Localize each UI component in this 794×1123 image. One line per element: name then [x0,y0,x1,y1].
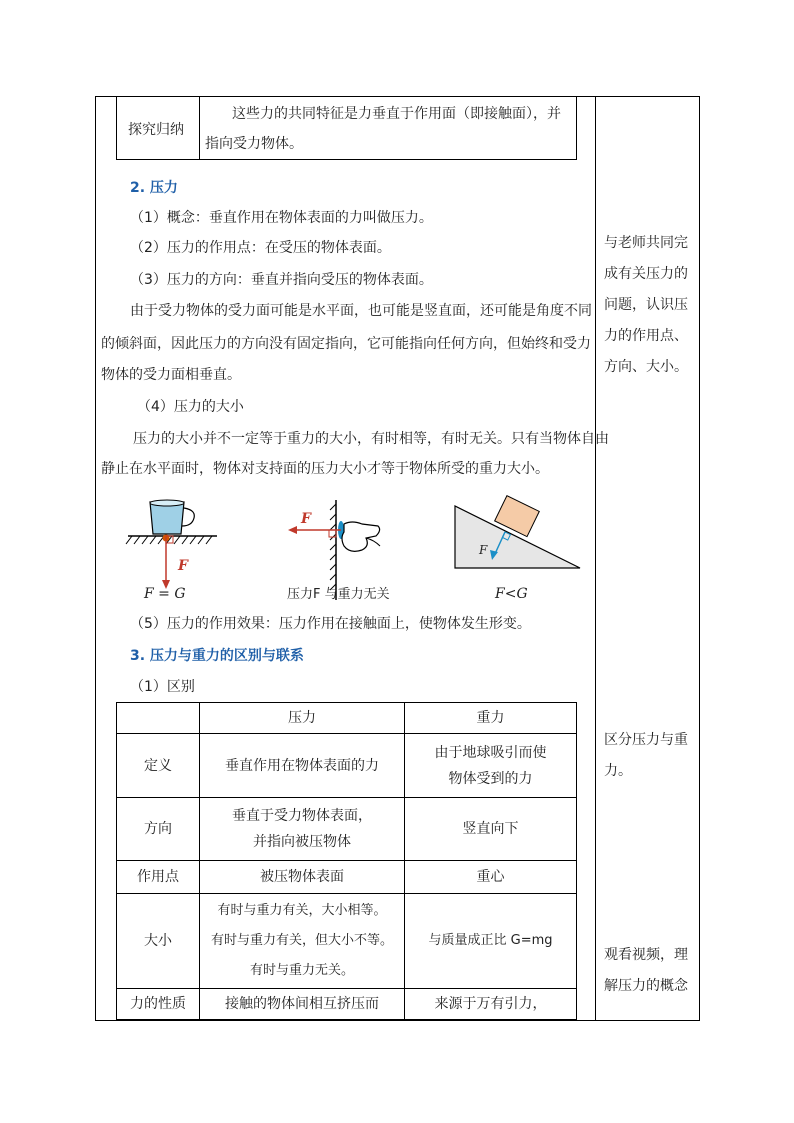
cell-line: 接触的物体间相互挤压而 [225,996,379,1012]
table-cell-pressure [200,989,404,1019]
figure3-force-label: F [479,543,488,557]
cell-line: 物体受到的力 [448,770,533,787]
side-note-line: 力。 [604,763,632,779]
side-note-line: 方向、大小。 [604,359,688,375]
cell-line: 由于地球吸引而使 [434,744,547,761]
figure-cup-on-table [126,500,217,589]
table-row-label: 力的性质 [130,996,186,1012]
table-header-blank [117,703,199,733]
summary-text-line2: 指向受力物体。 [205,136,303,152]
pressure-figures [100,490,595,610]
summary-label: 探究归纳 [128,122,184,138]
figure2-force-label: F [301,511,311,527]
table-cell-gravity [405,989,576,1019]
side-note-line: 力的作用点、 [604,328,688,344]
figure-block-on-incline [455,496,580,568]
section2-item2: （2）压力的作用点：在受压的物体表面。 [130,240,391,256]
table-row-label: 定义 [144,757,172,774]
side-note-3 [604,940,694,1002]
section2-para1-line2: 的倾斜面，因此压力的方向没有固定指向，它可能指向任何方向，但始终和受力 [101,336,591,352]
section2-para2-line1: 压力的大小并不一定等于重力的大小，有时相等，有时无关。只有当物体自由 [133,431,609,447]
side-note-line: 观看视频，理 [604,947,688,963]
table-cell-pressure [200,798,404,860]
side-note-line: 成有关压力的 [604,266,688,282]
section3-heading: 3. 压力与重力的区别与联系 [130,648,304,664]
table-cell-pressure [200,734,404,797]
cell-line: 并指向被压物体 [253,834,351,850]
section2-item5: （5）压力的作用效果：压力作用在接触面上，使物体发生形变。 [130,616,531,632]
cell-line: 来源于万有引力， [434,996,547,1012]
cell-line: 重心 [476,869,505,885]
summary-text-line1: 这些力的共同特征是力垂直于作用面（即接触面），并 [232,106,561,122]
section2-para2-line2: 静止在水平面时，物体对支持面的压力大小才等于物体所受的重力大小。 [101,461,549,477]
section3-sub1: （1）区别 [130,679,195,695]
section2-para1-line3: 物体的受力面相垂直。 [101,367,241,383]
figure1-caption: F = G [144,586,186,602]
table-cell-gravity [405,894,576,988]
table-cell-pressure [200,894,404,988]
table-cell-pressure [200,861,404,893]
cell-line: 有时与重力无关。 [249,963,354,978]
table-row-label: 大小 [144,933,172,949]
table-header-pressure: 压力 [288,710,316,726]
side-note-line: 问题，认识压 [604,297,688,313]
section2-item3: （3）压力的方向：垂直并指向受压的物体表面。 [130,272,433,288]
side-note-line: 解压力的概念 [604,978,688,994]
cell-line: 有时与重力有关，但大小不等。 [210,933,393,948]
cell-line: 有时与重力有关，大小相等。 [217,903,387,918]
side-note-line: 与老师共同完 [604,235,688,251]
figure2-caption: 压力F 与重力无关 [287,587,390,602]
cell-line: 竖直向下 [462,821,519,837]
side-note-1 [604,228,694,383]
section2-heading: 2. 压力 [130,180,178,196]
cell-line: 与质量成正比 G=mg [428,933,553,948]
cell-line: 垂直作用在物体表面的力 [225,757,379,774]
side-note-line: 区分压力与重 [604,732,688,748]
table-row-label: 作用点 [137,869,179,885]
section2-item1: （1）概念：垂直作用在物体表面的力叫做压力。 [130,210,433,226]
table-cell-gravity [405,861,576,893]
side-note-2 [604,725,694,787]
table-header-gravity: 重力 [476,710,505,726]
cell-line: 垂直于受力物体表面， [232,808,372,824]
table-cell-gravity [405,734,576,797]
section2-item4: （4）压力的大小 [137,399,244,415]
section2-para1-line1: 由于受力物体的受力面可能是水平面，也可能是竖直面，还可能是角度不同 [130,303,592,319]
table-cell-gravity [405,798,576,860]
figure1-force-label: F [178,558,188,574]
cell-line: 被压物体表面 [260,869,344,885]
figure3-caption: F<G [495,586,528,602]
table-row-label: 方向 [144,821,172,837]
